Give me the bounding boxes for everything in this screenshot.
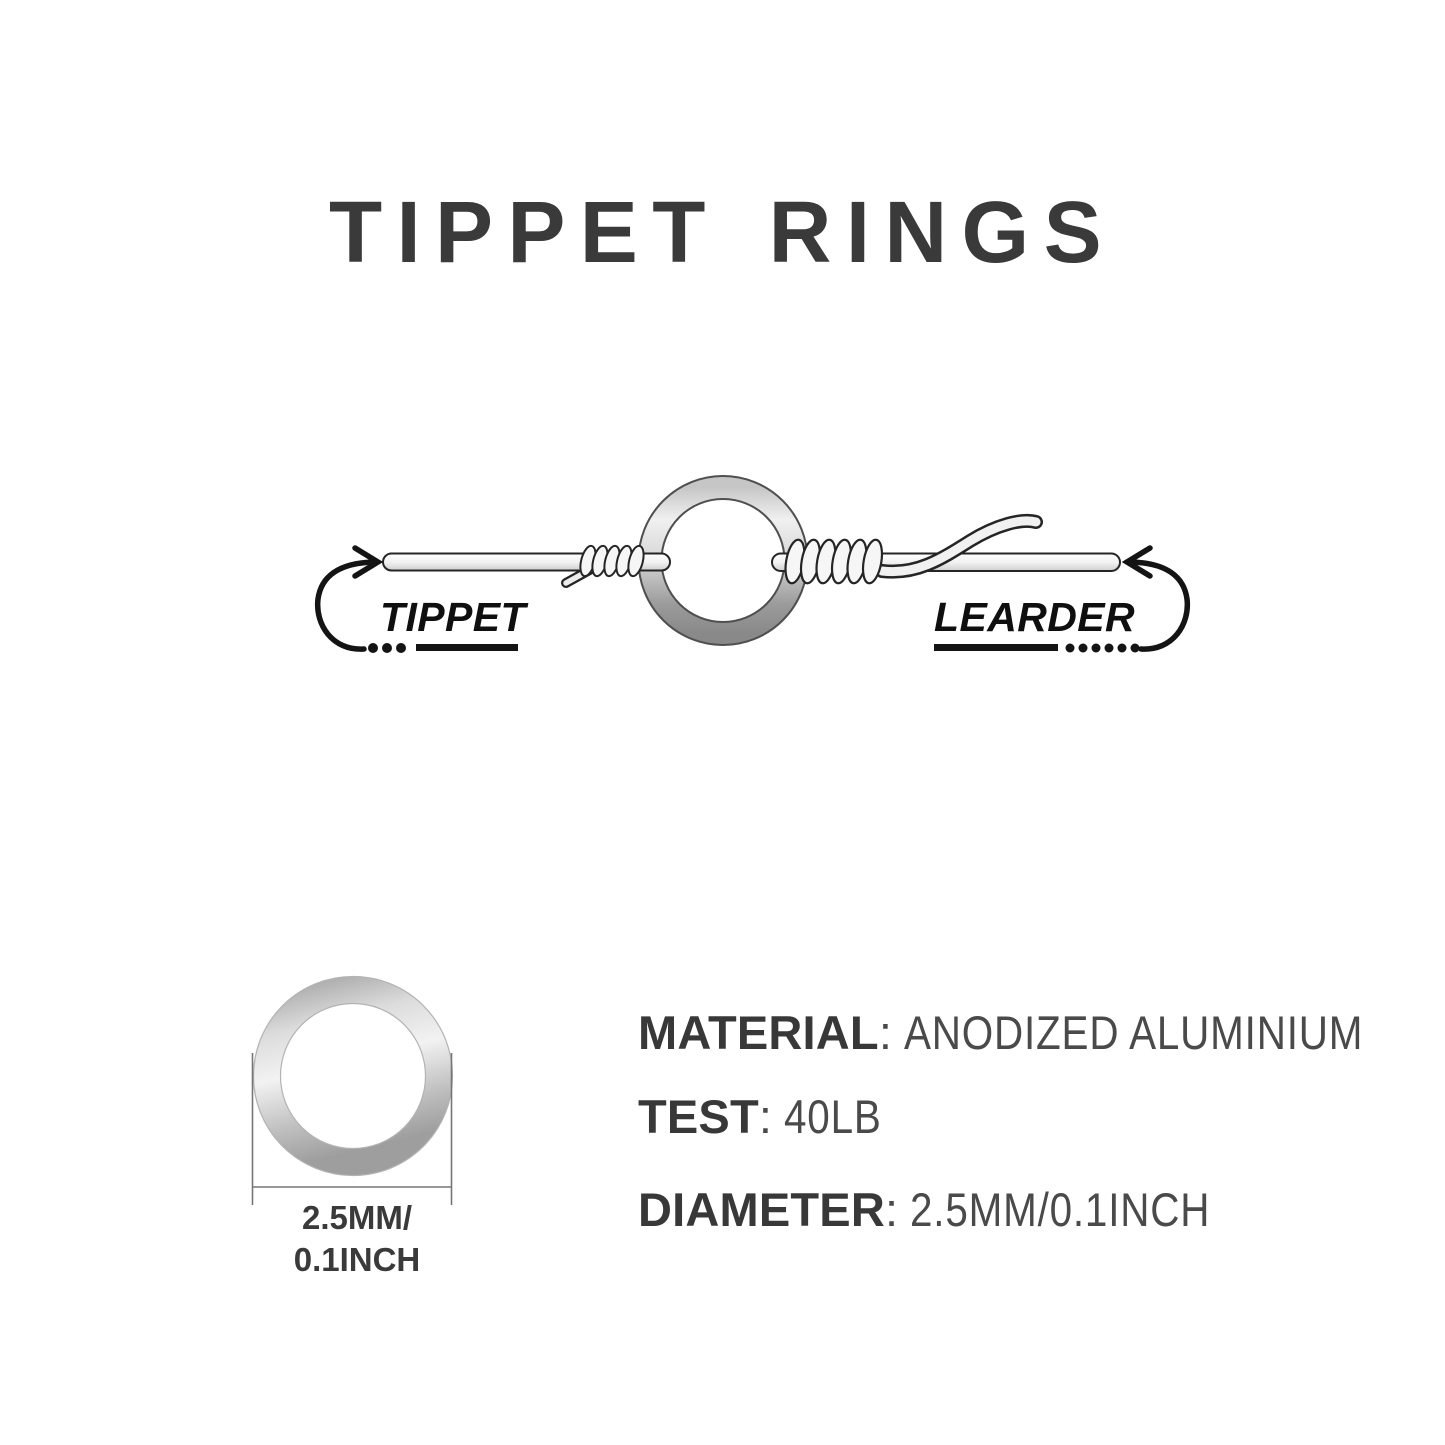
spec-row-diameter	[638, 1183, 1259, 1236]
tippet-label: TIPPET	[380, 594, 526, 640]
tippet-arrow-icon	[318, 548, 378, 649]
leader-label: LEARDER	[934, 594, 1136, 640]
size-figure	[253, 977, 453, 1206]
tippet-dots-underline	[368, 643, 518, 653]
dimension-label	[237, 1197, 477, 1281]
spec-label-diameter: DIAMETER	[638, 1183, 885, 1236]
spec-row-test	[638, 1090, 897, 1143]
spec-label-test: TEST	[638, 1090, 759, 1143]
spec-value-diameter: 2.5MM/0.1INCH	[910, 1183, 1211, 1236]
spec-row-material	[638, 1006, 1438, 1059]
spec-colon: :	[758, 1090, 772, 1143]
page-title: TIPPET RINGS	[329, 184, 1116, 282]
leader-underline-dots	[934, 644, 1140, 653]
dimension-label-line1: 2.5MM/	[301, 1199, 413, 1236]
spec-colon: :	[878, 1006, 892, 1059]
spec-label-material: MATERIAL	[638, 1006, 879, 1059]
spec-colon: :	[884, 1183, 899, 1236]
tippet-knot-coils	[578, 544, 647, 577]
spec-value-test: 40LB	[783, 1090, 882, 1143]
leader-arrow-icon	[1127, 548, 1187, 649]
tippet-ring-product-illustration	[254, 977, 453, 1176]
spec-value-material: ANODIZED ALUMINIUM	[903, 1006, 1364, 1059]
leader-knot-coils	[783, 538, 885, 584]
dimension-label-line2: 0.1INCH	[293, 1241, 421, 1278]
